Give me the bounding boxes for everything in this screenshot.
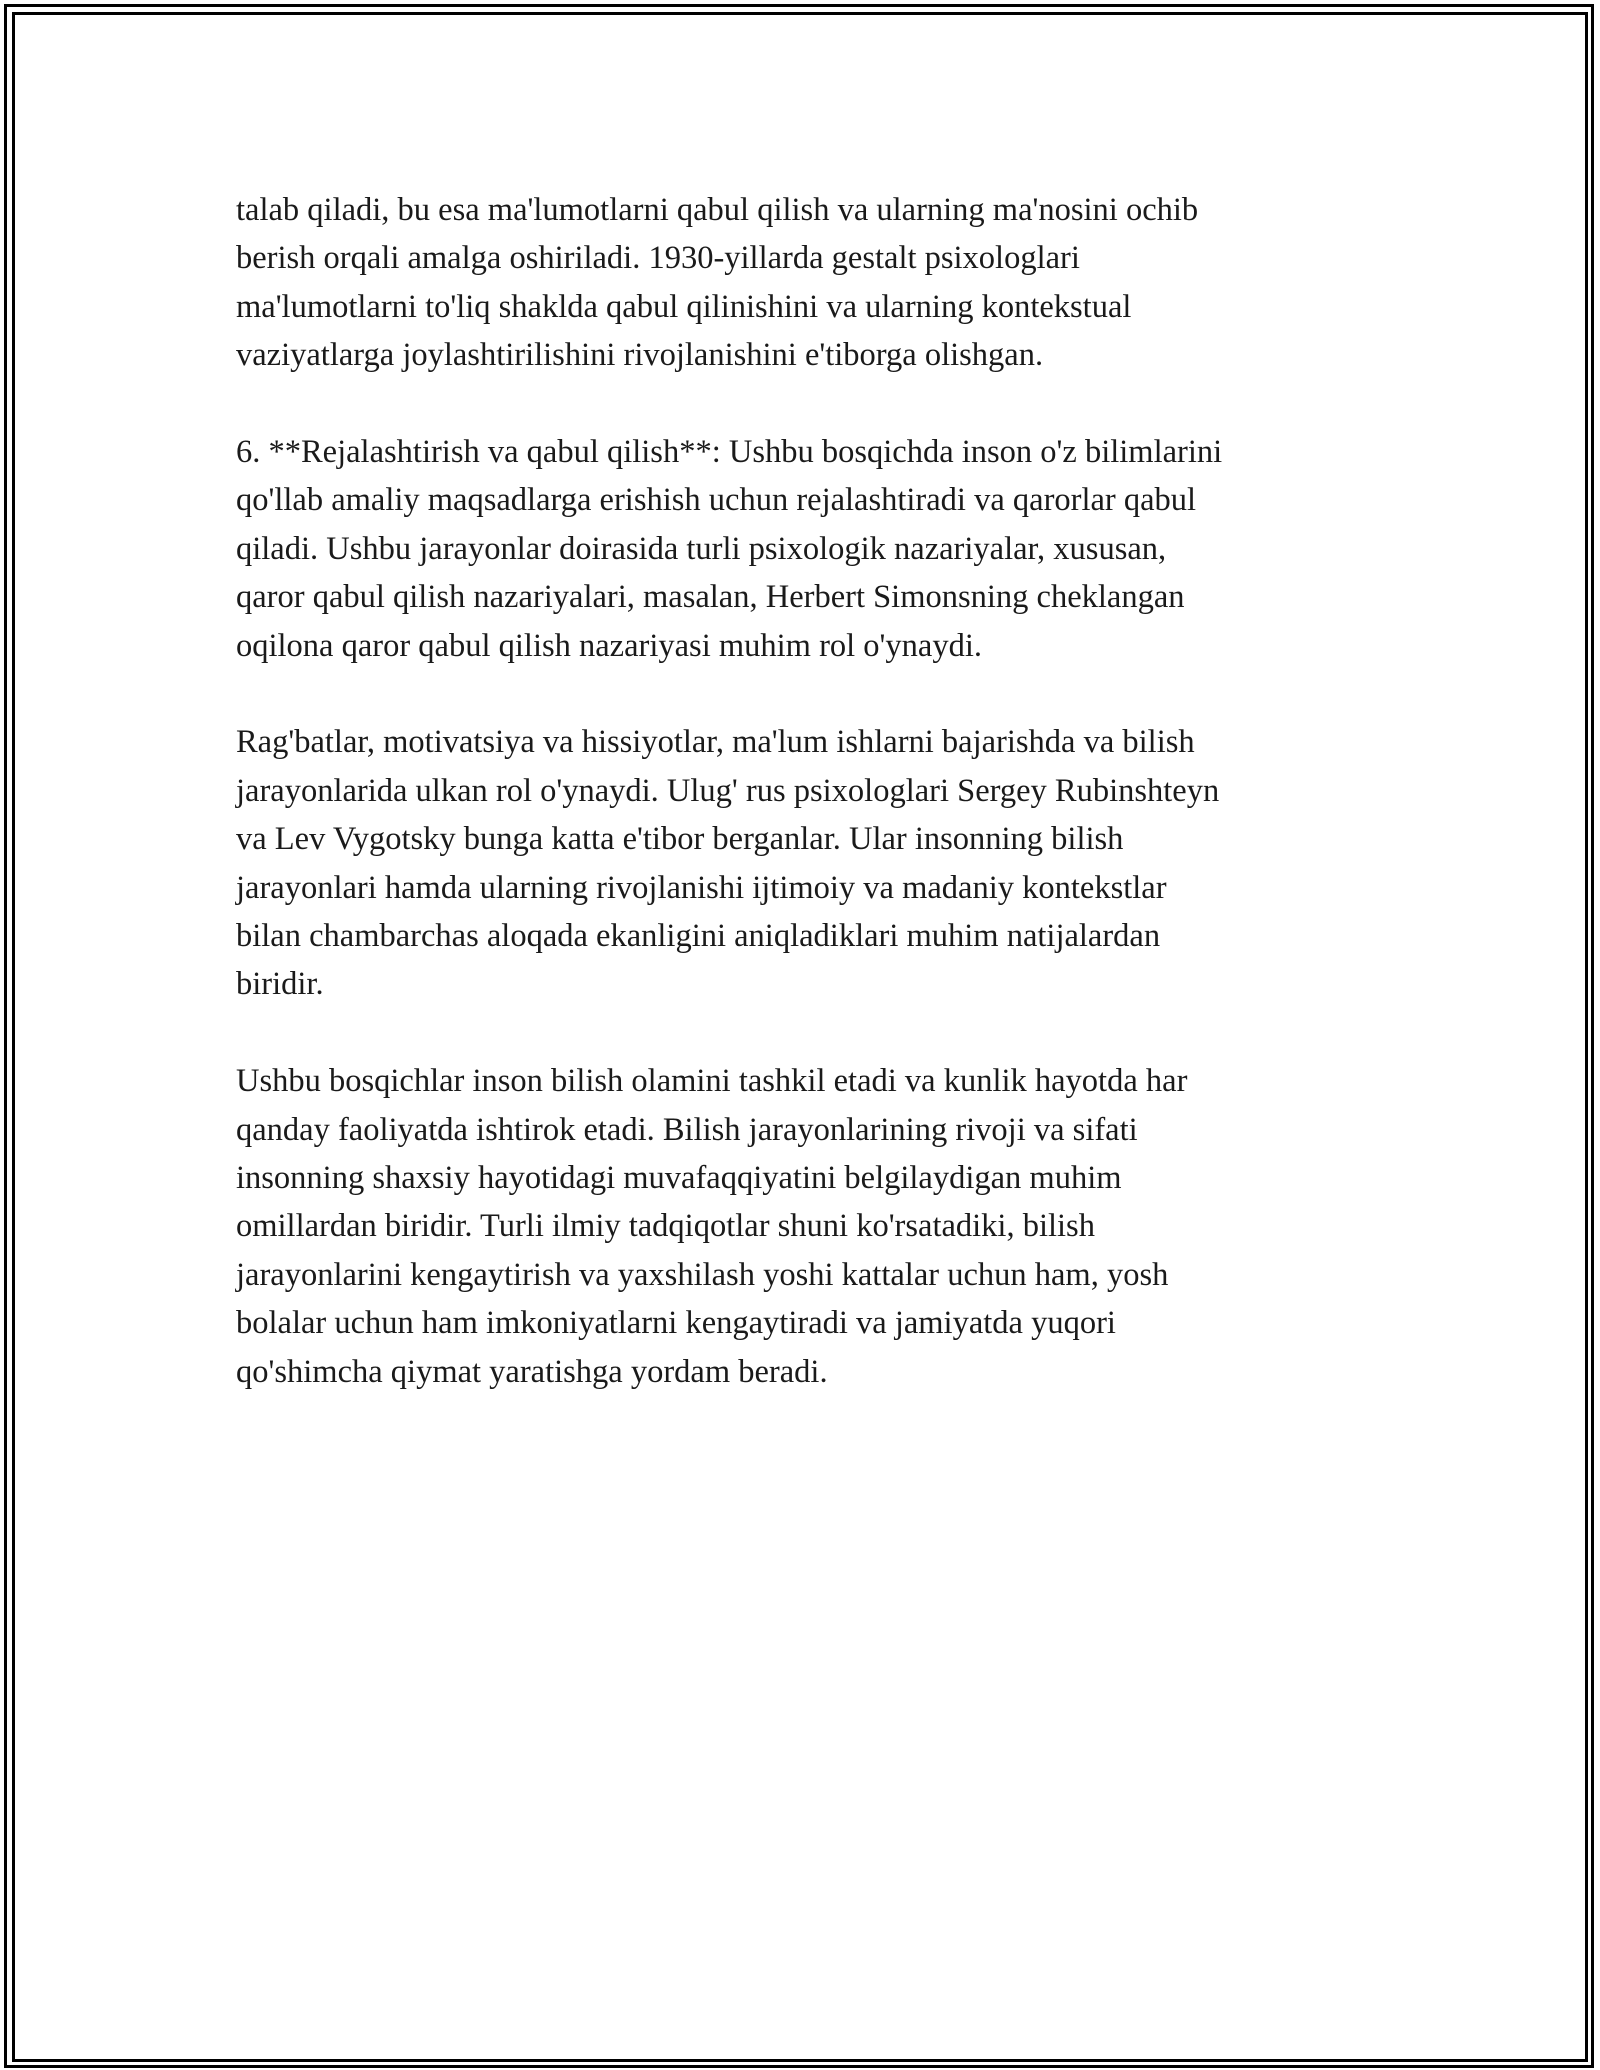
document-body: [236, 186, 1366, 1445]
paragraph-motivation-emotions: Rag'batlar, motivatsiya va hissiyotlar, ma'lum ishlarni bajarishda va bilish jarayonlarida ulkan rol o'ynaydi. Ulug' rus psixologlari Sergey Rubinshteyn va Lev Vygotsky bunga katta e'tibor berganlar. Ular insonning bilish jarayonlari hamda ularning rivojlanishi ijtimoiy va madaniy kontekstlar bilan chambarchas aloqada ekanligini aniqladiklari muhim natijalardan biridir.: [236, 724, 1220, 1003]
paragraph-perception-continuation: talab qiladi, bu esa ma'lumotlarni qabul qilish va ularning ma'nosini ochib berish orqali amalga oshiriladi. 1930-yillarda gestalt psixologlari ma'lumotlarni to'liq shaklda qabul qilinishini va ularning kontekstual vaziyatlarga joylashtirilishini rivojlanishini e'tiborga olishgan.: [236, 192, 1199, 374]
paragraph-conclusion: Ushbu bosqichlar inson bilish olamini tashkil etadi va kunlik hayotda har qanday faoliyatda ishtirok etadi. Bilish jarayonlarining rivoji va sifati insonning shaxsiy hayotidagi muvafaqqiyatini belgilaydigan muhim omillardan biridir. Turli ilmiy tadqiqotlar shuni ko'rsatadiki, bilish jarayonlarini kengaytirish va yaxshilash yoshi kattalar uchun ham, yosh bolalar uchun ham imkoniyatlarni kengaytiradi va jamiyatda yuqori qo'shimcha qiymat yaratishga yordam beradi.: [236, 1063, 1188, 1390]
paragraph-planning-decision: 6. **Rejalashtirish va qabul qilish**: Ushbu bosqichda inson o'z bilimlarini qo'llab amaliy maqsadlarga erishish uchun rejalashtiradi va qarorlar qabul qiladi. Ushbu jarayonlar doirasida turli psixologik nazariyalar, xususan, qaror qabul qilish nazariyalari, masalan, Herbert Simonsning cheklangan oqilona qaror qabul qilish nazariyasi muhim rol o'ynaydi.: [236, 434, 1223, 664]
